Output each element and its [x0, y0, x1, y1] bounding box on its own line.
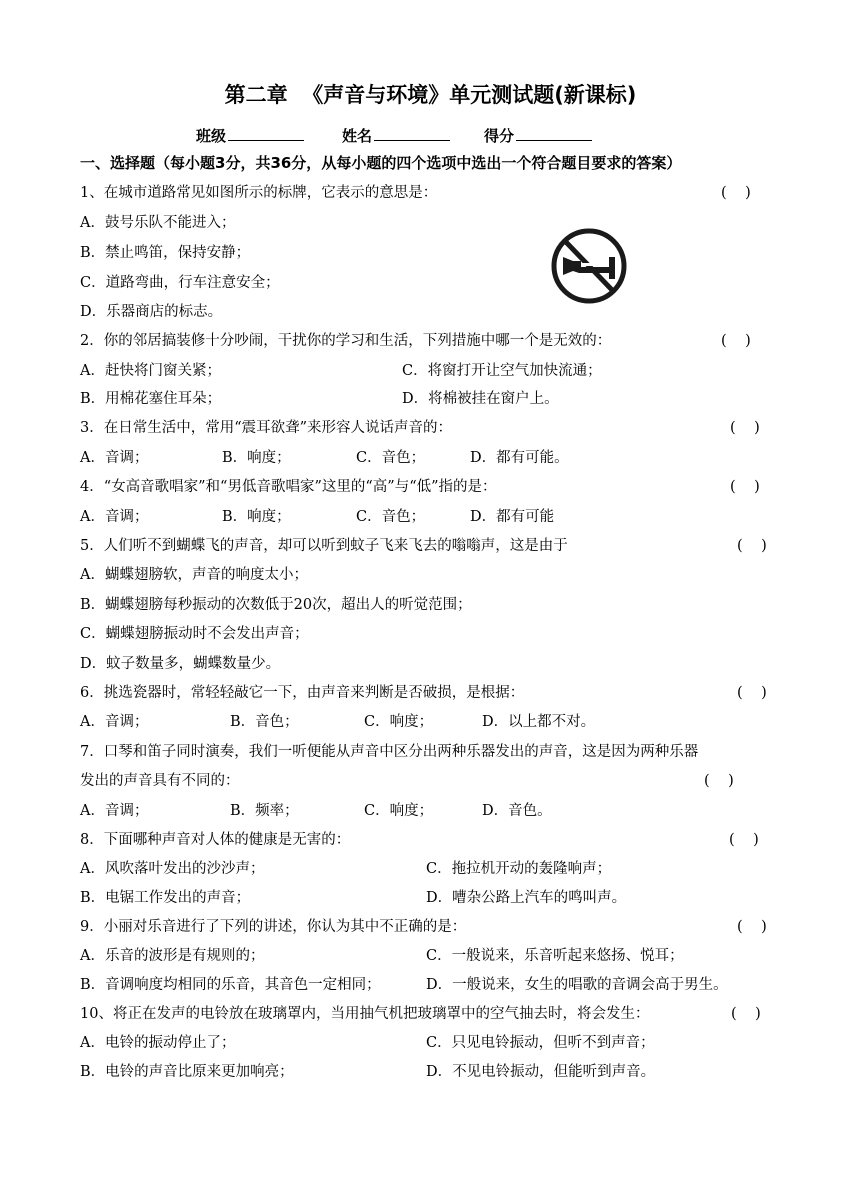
name-blank[interactable] [374, 124, 450, 141]
question-2-option-d: D．将棉被挂在窗户上。 [402, 391, 559, 407]
question-7-option-c: C．响度； [364, 803, 434, 819]
question-10-answer-bracket[interactable]: ( ) [731, 1006, 761, 1022]
question-2-option-b: B．用棉花塞住耳朵； [80, 391, 222, 407]
question-6-option-b: B．音色； [230, 714, 299, 730]
question-1-option-c: C．道路弯曲，行车注意安全； [80, 275, 280, 291]
question-3-option-d: D．都有可能。 [470, 450, 569, 466]
class-blank[interactable] [228, 124, 304, 141]
question-1-stem: 1、在城市道路常见如图所示的标牌，它表示的意思是： [80, 185, 438, 201]
question-9-option-c: C．一般说来，乐音听起来悠扬、悦耳； [426, 948, 684, 964]
score-blank[interactable] [516, 124, 592, 141]
question-2-answer-bracket[interactable]: ( ) [721, 333, 751, 349]
question-5-option-c: C．蝴蝶翅膀振动时不会发出声音； [80, 626, 309, 642]
question-10-stem: 10、将正在发声的电铃放在玻璃罩内，当用抽气机把玻璃罩中的空气抽去时，将会发生： [80, 1006, 650, 1022]
question-8-option-b: B．电锯工作发出的声音； [80, 890, 251, 906]
question-3-answer-bracket[interactable]: ( ) [730, 420, 760, 436]
question-4-answer-bracket[interactable]: ( ) [730, 479, 760, 495]
question-5-option-b: B．蝴蝶翅膀每秒振动的次数低于20次，超出人的听觉范围； [80, 597, 472, 613]
question-9-option-b: B．音调响度均相同的乐音，其音色一定相同； [80, 977, 381, 993]
question-7-option-b: B．频率； [230, 803, 299, 819]
question-8-option-a: A．风吹落叶发出的沙沙声； [80, 861, 265, 877]
question-3-stem: 3．在日常生活中，常用“震耳欲聋”来形容人说话声音的： [80, 420, 453, 436]
class-field[interactable] [196, 124, 304, 146]
question-4-option-c: C．音色； [356, 509, 426, 525]
question-4-option-b: B．响度； [222, 509, 291, 525]
question-7-answer-bracket[interactable]: ( ) [704, 773, 734, 789]
question-2-stem: 2．你的邻居搞装修十分吵闹，干扰你的学习和生活，下列措施中哪一个是无效的： [80, 333, 612, 349]
name-label: 姓名 [342, 127, 373, 145]
question-6-option-d: D．以上都不对。 [482, 714, 596, 730]
question-6-stem: 6．挑选瓷器时，常轻轻敲它一下，由声音来判断是否破损，是根据： [80, 685, 525, 701]
question-10-option-b: B．电铃的声音比原来更加响亮； [80, 1064, 294, 1080]
score-field[interactable] [484, 124, 592, 146]
question-8-answer-bracket[interactable]: ( ) [729, 832, 759, 848]
question-8-option-d: D．嘈杂公路上汽车的鸣叫声。 [426, 890, 627, 906]
question-9-stem: 9．小丽对乐音进行了下列的讲述，你认为其中不正确的是： [80, 919, 467, 935]
question-7-stem-continued: 发出的声音具有不同的： [80, 773, 240, 789]
no-horn-sign-icon [549, 226, 629, 306]
score-label: 得分 [484, 127, 515, 145]
question-5-stem: 5．人们听不到蝴蝶飞的声音，却可以听到蚊子飞来飞去的嗡嗡声，这是由于 [80, 538, 568, 554]
question-10-option-c: C．只见电铃振动，但听不到声音； [426, 1035, 655, 1051]
question-3-option-a: A．音调； [80, 450, 149, 466]
question-5-option-a: A．蝴蝶翅膀软，声音的响度太小； [80, 567, 308, 583]
question-1-answer-bracket[interactable]: ( ) [721, 185, 751, 201]
question-6-option-c: C．响度； [364, 714, 434, 730]
question-2-option-c: C．将窗打开让空气加快流通； [402, 363, 602, 379]
question-8-stem: 8．下面哪种声音对人体的健康是无害的： [80, 832, 351, 848]
question-3-option-b: B．响度； [222, 450, 291, 466]
question-6-option-a: A．音调； [80, 714, 149, 730]
page-title: 第二章 《声音与环境》单元测试题(新课标) [224, 83, 637, 107]
question-6-answer-bracket[interactable]: ( ) [737, 685, 767, 701]
question-5-answer-bracket[interactable]: ( ) [737, 538, 767, 554]
question-1-option-a: A．鼓号乐队不能进入； [80, 215, 236, 231]
question-4-option-a: A．音调； [80, 509, 149, 525]
question-9-option-a: A．乐音的波形是有规则的； [80, 948, 265, 964]
question-7-option-d: D．音色。 [482, 803, 552, 819]
question-1-option-b: B．禁止鸣笛，保持安静； [80, 245, 251, 261]
section-heading: 一、选择题（每小题3分，共36分，从每小题的四个选项中选出一个符合题目要求的答案） [80, 154, 682, 172]
question-7-stem: 7．口琴和笛子同时演奏，我们一听便能从声音中区分出两种乐器发出的声音，这是因为两种乐器 [80, 744, 699, 760]
class-label: 班级 [196, 127, 227, 145]
question-10-option-d: D．不见电铃振动，但能听到声音。 [426, 1064, 656, 1080]
question-1-option-d: D．乐器商店的标志。 [80, 304, 223, 320]
question-9-option-d: D．一般说来，女生的唱歌的音调会高于男生。 [426, 977, 728, 993]
question-3-option-c: C．音色； [356, 450, 426, 466]
question-8-option-c: C．拖拉机开动的轰隆响声； [426, 861, 612, 877]
question-2-option-a: A．赶快将门窗关紧； [80, 363, 221, 379]
question-7-option-a: A．音调； [80, 803, 149, 819]
student-info-line [0, 124, 861, 148]
question-9-answer-bracket[interactable]: ( ) [737, 919, 767, 935]
name-field[interactable] [342, 124, 450, 146]
question-5-option-d: D．蚊子数量多，蝴蝶数量少。 [80, 656, 281, 672]
question-4-option-d: D．都有可能 [470, 509, 555, 525]
question-10-option-a: A．电铃的振动停止了； [80, 1035, 236, 1051]
question-4-stem: 4．“女高音歌唱家”和“男低音歌唱家”这里的“高”与“低”指的是： [80, 479, 497, 495]
